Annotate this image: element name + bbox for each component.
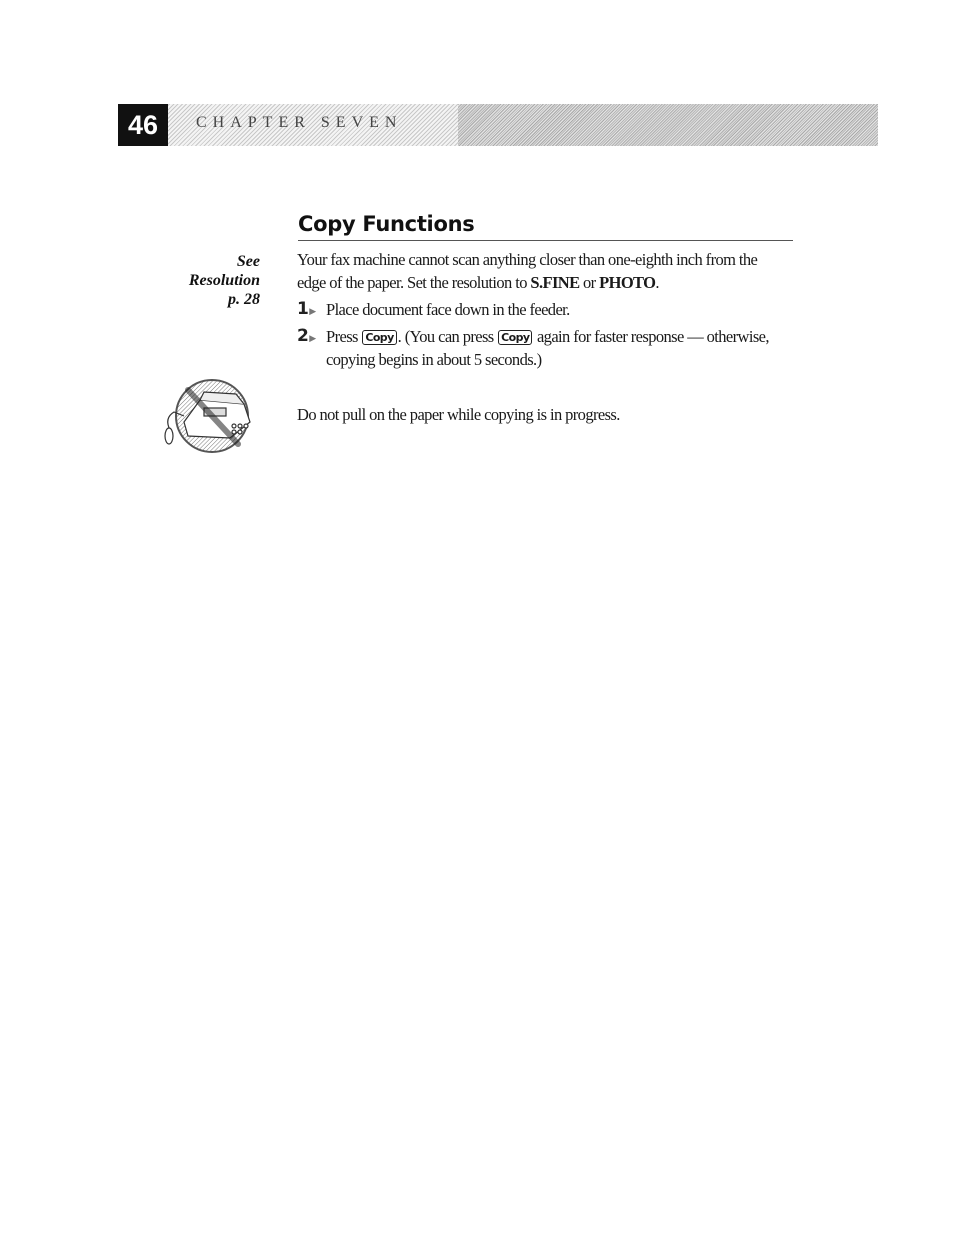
fax-machine-prohibited-icon: [160, 378, 260, 456]
sidebar-cross-reference: [150, 252, 260, 309]
copy-key-icon: Copy: [498, 330, 532, 345]
sidebar-topic: Resolution: [188, 272, 260, 289]
warning-paragraph: Do not pull on the paper while copying is in progress.: [297, 405, 620, 424]
step-number-icon: 1▶: [297, 299, 316, 319]
copy-key-icon: Copy: [362, 330, 396, 345]
resolution-option-photo: PHOTO: [599, 273, 656, 292]
chapter-label: CHAPTER SEVEN: [196, 114, 403, 131]
step-text: Press Copy . (You can press Copy again for faster response — otherwise, copying begins in about 5 seconds.): [326, 327, 769, 369]
step-item: [297, 298, 787, 321]
step-item: [297, 325, 787, 371]
intro-paragraph: Your fax machine cannot scan anything closer than one-eighth inch from the edge of the paper. Set the resolution to S.FINE or PHOTO.: [297, 250, 758, 292]
resolution-option-sfine: S.FINE: [530, 273, 580, 292]
step-text: Place document face down in the feeder.: [326, 300, 570, 319]
page-number: 46: [118, 104, 168, 146]
section-title: Copy Functions: [298, 212, 475, 236]
sidebar-see: See: [236, 253, 260, 270]
sidebar-page: p. 28: [228, 291, 260, 308]
title-divider: [298, 240, 793, 241]
step-number-icon: 2▶: [297, 326, 316, 346]
